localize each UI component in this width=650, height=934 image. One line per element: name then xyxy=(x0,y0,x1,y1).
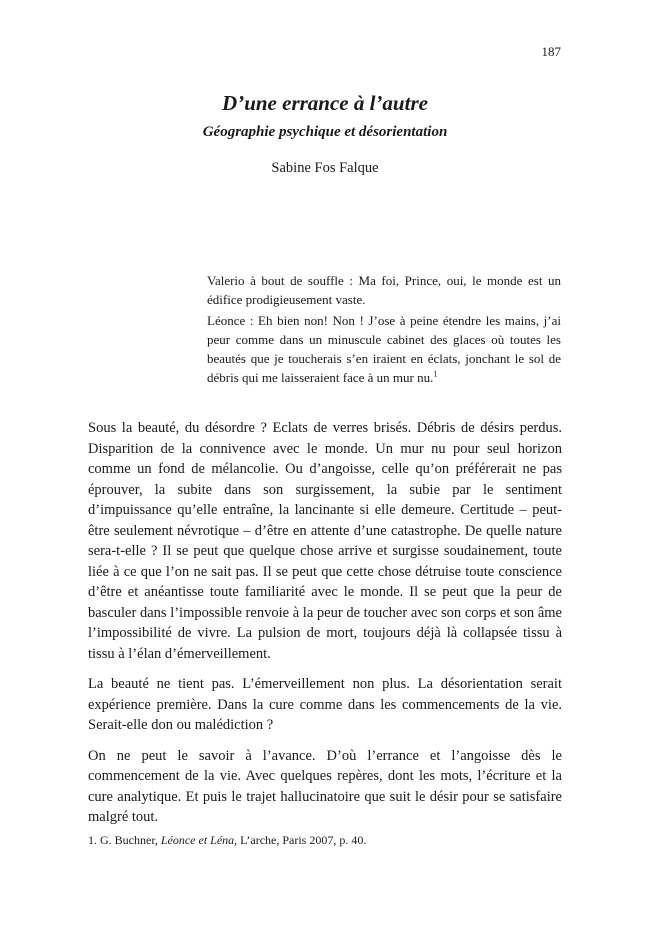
epigraph xyxy=(207,271,561,389)
body-paragraph: Sous la beauté, du désordre ? Eclats de verres brisés. Débris de désirs perdus. Disparition de la connivence avec le monde. Un mur nu pour seul horizon comme un fond de mélancolie. Ou d’angoisse, celle qu’on préférerait ne pas éprouver, la subite dans son surgissement, la subie par le sentiment d’impuissance qu’elle entraîne, la lancinante si elle demeure. Certitude – peut-être seulement névrotique – d’être en attente d’une catastrophe. De quelle nature sera-t-elle ? Il se peut que quelque chose arrive et surgisse soudainement, toute liée à ce que l’on ne sait pas. Il se peut que cette chose détruise toute conscience d’être et anéantisse toute familiarité avec le monde. Il se peut que la peur de basculer dans l’impossible renvoie à la peur de toucher avec son corps et son âme l’impossibilité de vivre. La pulsion de mort, toujours déjà là collapsée tissu à tissu à l’élan d’émerveillement. xyxy=(88,420,562,662)
body-text xyxy=(88,418,562,838)
body-paragraph: La beauté ne tient pas. L’émerveillement non plus. La désorientation serait expérience première. Dans la cure comme dans les commencements de la vie. Serait-elle don ou malédiction ? xyxy=(88,676,562,733)
epigraph-line-valerio: Valerio à bout de souffle : Ma foi, Prince, oui, le monde est un édifice prodigieusement vaste. xyxy=(207,273,561,307)
footnote-reference[interactable]: 1 xyxy=(433,368,438,379)
body-paragraph: On ne peut le savoir à l’avance. D’où l’errance et l’angoisse dès le commencement de la vie. Avec quelques repères, dont les mots, l’écriture et la cure analytique. Et puis le trajet hallucinatoire que suit le désir pour se satisfaire malgré tout. xyxy=(88,747,562,825)
epigraph-line-leonce xyxy=(207,311,561,387)
footnote-suffix: , L’arche, Paris 2007, p. 40. xyxy=(234,833,367,847)
author-name: Sabine Fos Falque xyxy=(271,160,379,176)
article-header xyxy=(0,90,650,178)
article-title: D’une errance à l’autre xyxy=(222,91,428,115)
article-subtitle: Géographie psychique et désorientation xyxy=(202,124,448,140)
footnote-work-title: Léonce et Léna xyxy=(160,833,235,847)
footnote xyxy=(88,832,562,848)
epigraph-line-leonce-text: Léonce : Eh bien non! Non ! J’ose à peine étendre les mains, j’ai peur comme dans un minuscule cabinet des glaces où toutes les beautés que je toucherais s’en iraient en éclats, jonchant le sol de débris qui me laisseraient face à un mur nu. xyxy=(207,313,561,385)
page-number: 187 xyxy=(541,44,561,59)
footnote-prefix: 1. G. Buchner, xyxy=(88,833,161,847)
